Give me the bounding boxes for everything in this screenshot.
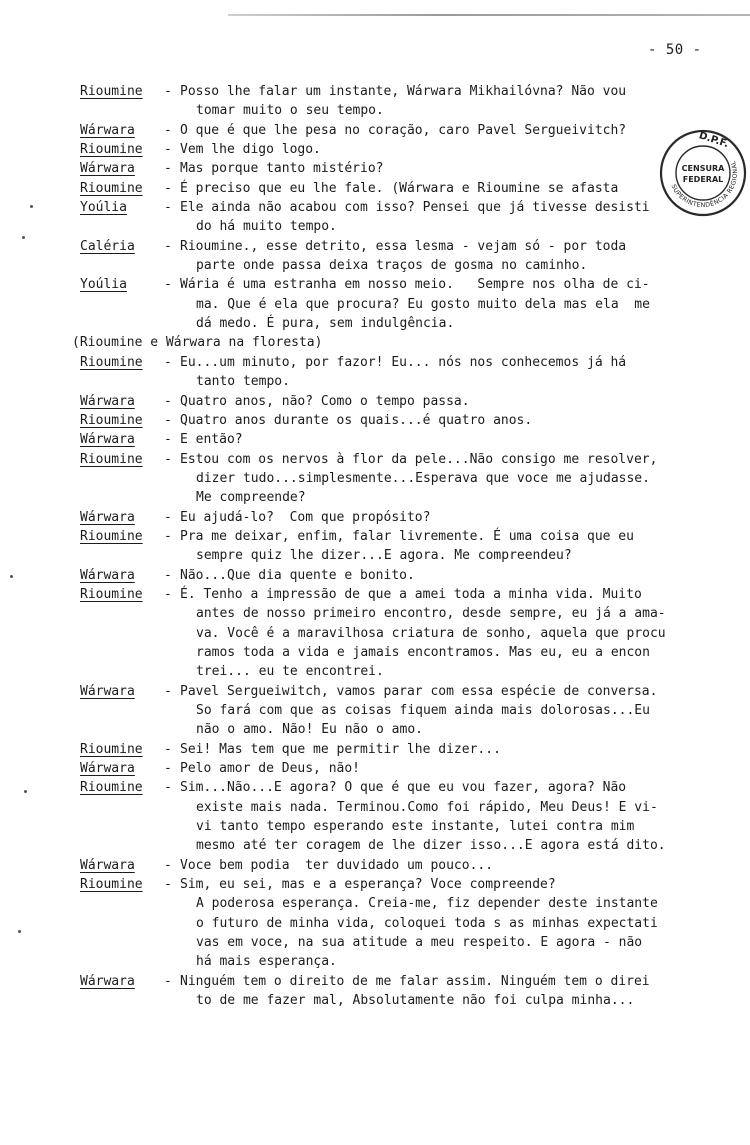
- dialogue-entry: [0, 411, 750, 430]
- speech-line: mesmo até ter coragem de lhe dizer isso...E agora está dito.: [196, 838, 666, 854]
- stamp-middle-line-2: FEDERAL: [682, 175, 724, 184]
- speaker-name: Rioumine: [80, 741, 143, 757]
- dialogue-entry: [0, 527, 750, 566]
- speech-line: Mas porque tanto mistério?: [180, 161, 384, 177]
- speaker-dash: -: [164, 238, 172, 254]
- speech-line: trei... eu te encontrei.: [196, 664, 384, 680]
- dialogue-entry: [0, 778, 750, 855]
- speaker-dash: -: [164, 277, 172, 293]
- dialogue-entry: [0, 140, 750, 159]
- dialogue-entry: [0, 450, 750, 508]
- speaker-name: Wárwara: [80, 567, 135, 583]
- speech-line: Ele ainda não acabou com isso? Pensei que já tivesse desisti: [180, 200, 650, 216]
- speaker-name: Wárwara: [80, 161, 135, 177]
- speaker-name: Wárwara: [80, 973, 135, 989]
- speaker-name: Rioumine: [80, 412, 143, 428]
- dialogue-entry: [0, 121, 750, 140]
- speaker-dash: -: [164, 122, 172, 138]
- speaker-dash: -: [164, 567, 172, 583]
- speaker-name: Rioumine: [80, 877, 143, 893]
- dialogue-entry: [0, 159, 750, 178]
- speaker-dash: -: [164, 528, 172, 544]
- speaker-name: Rioumine: [80, 780, 143, 796]
- speaker-dash: -: [164, 973, 172, 989]
- dialogue-entry: [0, 682, 750, 740]
- speaker-dash: -: [164, 161, 172, 177]
- dialogue-entry: [0, 237, 750, 276]
- speaker-dash: -: [164, 142, 172, 158]
- speech-line: Sim...Não...E agora? O que é que eu vou fazer, agora? Não: [180, 780, 627, 796]
- stamp-middle-line-1: CENSURA: [681, 164, 725, 173]
- margin-speck: [24, 790, 27, 793]
- speaker-name: Wárwara: [80, 509, 135, 525]
- speaker-dash: -: [164, 393, 172, 409]
- speaker-dash: -: [164, 683, 172, 699]
- dialogue-entry: [0, 875, 750, 972]
- dialogue-entry: [0, 566, 750, 585]
- speaker-name: Rioumine: [80, 528, 143, 544]
- speech-line: não o amo. Não! Eu não o amo.: [196, 722, 423, 738]
- page-number: - 50 -: [648, 42, 702, 58]
- speech-line: Sim, eu sei, mas e a esperança? Voce compreende?: [180, 877, 556, 893]
- dialogue-entry: [0, 179, 750, 198]
- speech-line: Rioumine., esse detrito, essa lesma - vejam só - por toda: [180, 238, 627, 254]
- dialogue-entry: [0, 353, 750, 392]
- speaker-name: Rioumine: [80, 354, 143, 370]
- dialogue-entry: [0, 856, 750, 875]
- script-body: [0, 82, 750, 1011]
- speech-line: Quatro anos durante os quais...é quatro anos.: [180, 412, 533, 428]
- speech-line: do há muito tempo.: [196, 219, 337, 235]
- speech-line: o futuro de minha vida, coloquei toda s as minhas expectati: [196, 915, 658, 931]
- speaker-name: Yoúlia: [80, 200, 127, 216]
- dialogue-entry: [0, 740, 750, 759]
- speech-line: ma. Que é ela que procura? Eu gosto muito dela mas ela me: [196, 296, 650, 312]
- margin-speck: [22, 236, 25, 239]
- speech-line: tomar muito o seu tempo.: [196, 103, 384, 119]
- speech-line: parte onde passa deixa traços de gosma no caminho.: [196, 258, 588, 274]
- speech-line: A poderosa esperança. Creia-me, fiz depender deste instante: [196, 896, 658, 912]
- speech-line: Pra me deixar, enfim, falar livremente. É uma coisa que eu: [180, 528, 634, 544]
- speech-line: O que é que lhe pesa no coração, caro Pavel Sergueivitch?: [180, 122, 627, 138]
- speaker-name: Caléria: [80, 238, 135, 254]
- speaker-name: Rioumine: [80, 451, 143, 467]
- speech-line: dizer tudo...simplesmente...Esperava que voce me ajudasse.: [196, 470, 650, 486]
- speaker-name: Rioumine: [80, 84, 143, 99]
- stamp-top-text: D.P.F.: [697, 130, 730, 151]
- speaker-dash: -: [164, 761, 172, 777]
- speech-line: antes de nosso primeiro encontro, desde sempre, eu já a ama-: [196, 606, 666, 622]
- speaker-name: Yoúlia: [80, 277, 127, 293]
- speaker-dash: -: [164, 780, 172, 796]
- speech-line: dá medo. É pura, sem indulgência.: [196, 316, 455, 332]
- speaker-name: Rioumine: [80, 586, 143, 602]
- speech-line: há mais esperança.: [196, 954, 337, 970]
- speech-line: Quatro anos, não? Como o tempo passa.: [180, 393, 470, 409]
- speech-line: existe mais nada. Terminou.Como foi rápido, Meu Deus! E vi-: [196, 799, 658, 815]
- speech-line: Wária é uma estranha em nosso meio. Sempre nos olha de ci-: [180, 277, 650, 293]
- speech-line: So fará com que as coisas fiquem ainda mais dolorosas...Eu: [196, 703, 650, 718]
- speaker-dash: -: [164, 200, 172, 216]
- dialogue-entry: [0, 392, 750, 411]
- speaker-name: Wárwara: [80, 857, 135, 873]
- speaker-name: Rioumine: [80, 180, 143, 196]
- stamp-ring-text: SUPERINTENDÊNCIA REGIONAL: [669, 159, 740, 210]
- speech-line: Eu ajudá-lo? Com que propósito?: [180, 509, 431, 525]
- speech-line: vi tanto tempo esperando este instante, lutei contra mim: [196, 819, 635, 835]
- speaker-dash: -: [164, 509, 172, 525]
- speaker-name: Wárwara: [80, 122, 135, 138]
- speech-line: va. Você é a maravilhosa criatura de sonho, aquela que procu: [196, 625, 666, 641]
- speaker-dash: -: [164, 877, 172, 893]
- margin-speck: [30, 205, 33, 208]
- speech-line: Eu...um minuto, por fazor! Eu... nós nos conhecemos já há: [180, 354, 627, 370]
- margin-speck: [10, 575, 13, 578]
- speaker-name: Wárwara: [80, 683, 135, 699]
- speech-line: É. Tenho a impressão de que a amei toda a minha vida. Muito: [180, 586, 642, 602]
- dialogue-entry: [0, 759, 750, 778]
- dialogue-entry: [0, 82, 750, 121]
- speaker-dash: -: [164, 180, 172, 196]
- speaker-dash: -: [164, 412, 172, 428]
- speaker-name: Wárwara: [80, 761, 135, 777]
- dialogue-entry: [0, 275, 750, 333]
- margin-speck: [18, 930, 21, 933]
- speech-line: Ninguém tem o direito de me falar assim. Ninguém tem o direi: [180, 973, 650, 989]
- speech-line: to de me fazer mal, Absolutamente não foi culpa minha...: [196, 993, 635, 1009]
- censorship-stamp: [656, 126, 750, 220]
- speaker-dash: -: [164, 586, 172, 602]
- speech-line: Estou com os nervos à flor da pele...Não consigo me resolver,: [180, 451, 658, 467]
- speaker-dash: -: [164, 857, 172, 873]
- speech-line: Não...Que dia quente e bonito.: [180, 567, 415, 583]
- dialogue-entry: [0, 198, 750, 237]
- dialogue-entry: [0, 430, 750, 449]
- speaker-dash: -: [164, 354, 172, 370]
- speech-line: Me compreende?: [196, 490, 306, 506]
- speech-line: Pelo amor de Deus, não!: [180, 761, 361, 777]
- speech-line: vas em voce, na sua atitude a meu respeito. E agora - não: [196, 935, 643, 951]
- speaker-name: Wárwara: [80, 432, 135, 448]
- top-scan-rule: [228, 14, 750, 16]
- speaker-dash: -: [164, 741, 172, 757]
- speaker-dash: -: [164, 451, 172, 467]
- speaker-name: Wárwara: [80, 393, 135, 409]
- stage-direction-text: (Rioumine e Wárwara na floresta): [72, 335, 323, 351]
- speech-line: Pavel Sergueiwitch, vamos parar com essa espécie de conversa.: [180, 683, 658, 699]
- dialogue-entry: [0, 508, 750, 527]
- speech-line: sempre quiz lhe dizer...E agora. Me compreendeu?: [196, 548, 572, 564]
- speech-line: Posso lhe falar um instante, Wárwara Mikhailóvna? Não vou: [180, 84, 627, 99]
- speech-line: ramos toda a vida e jamais encontramos. Mas eu, eu a encon: [196, 644, 650, 660]
- speech-line: Sei! Mas tem que me permitir lhe dizer...: [180, 741, 501, 757]
- dialogue-entry: [0, 972, 750, 1011]
- speaker-dash: -: [164, 84, 172, 99]
- speech-line: Voce bem podia ter duvidado um pouco...: [180, 857, 494, 873]
- dialogue-entry: [0, 585, 750, 682]
- stage-direction: [0, 333, 750, 352]
- speaker-dash: -: [164, 432, 172, 448]
- speech-line: Vem lhe digo logo.: [180, 142, 321, 158]
- speech-line: tanto tempo.: [196, 374, 290, 390]
- speech-line: É preciso que eu lhe fale. (Wárwara e Rioumine se afasta: [180, 180, 619, 196]
- speech-line: E então?: [180, 432, 243, 448]
- speaker-name: Rioumine: [80, 142, 143, 158]
